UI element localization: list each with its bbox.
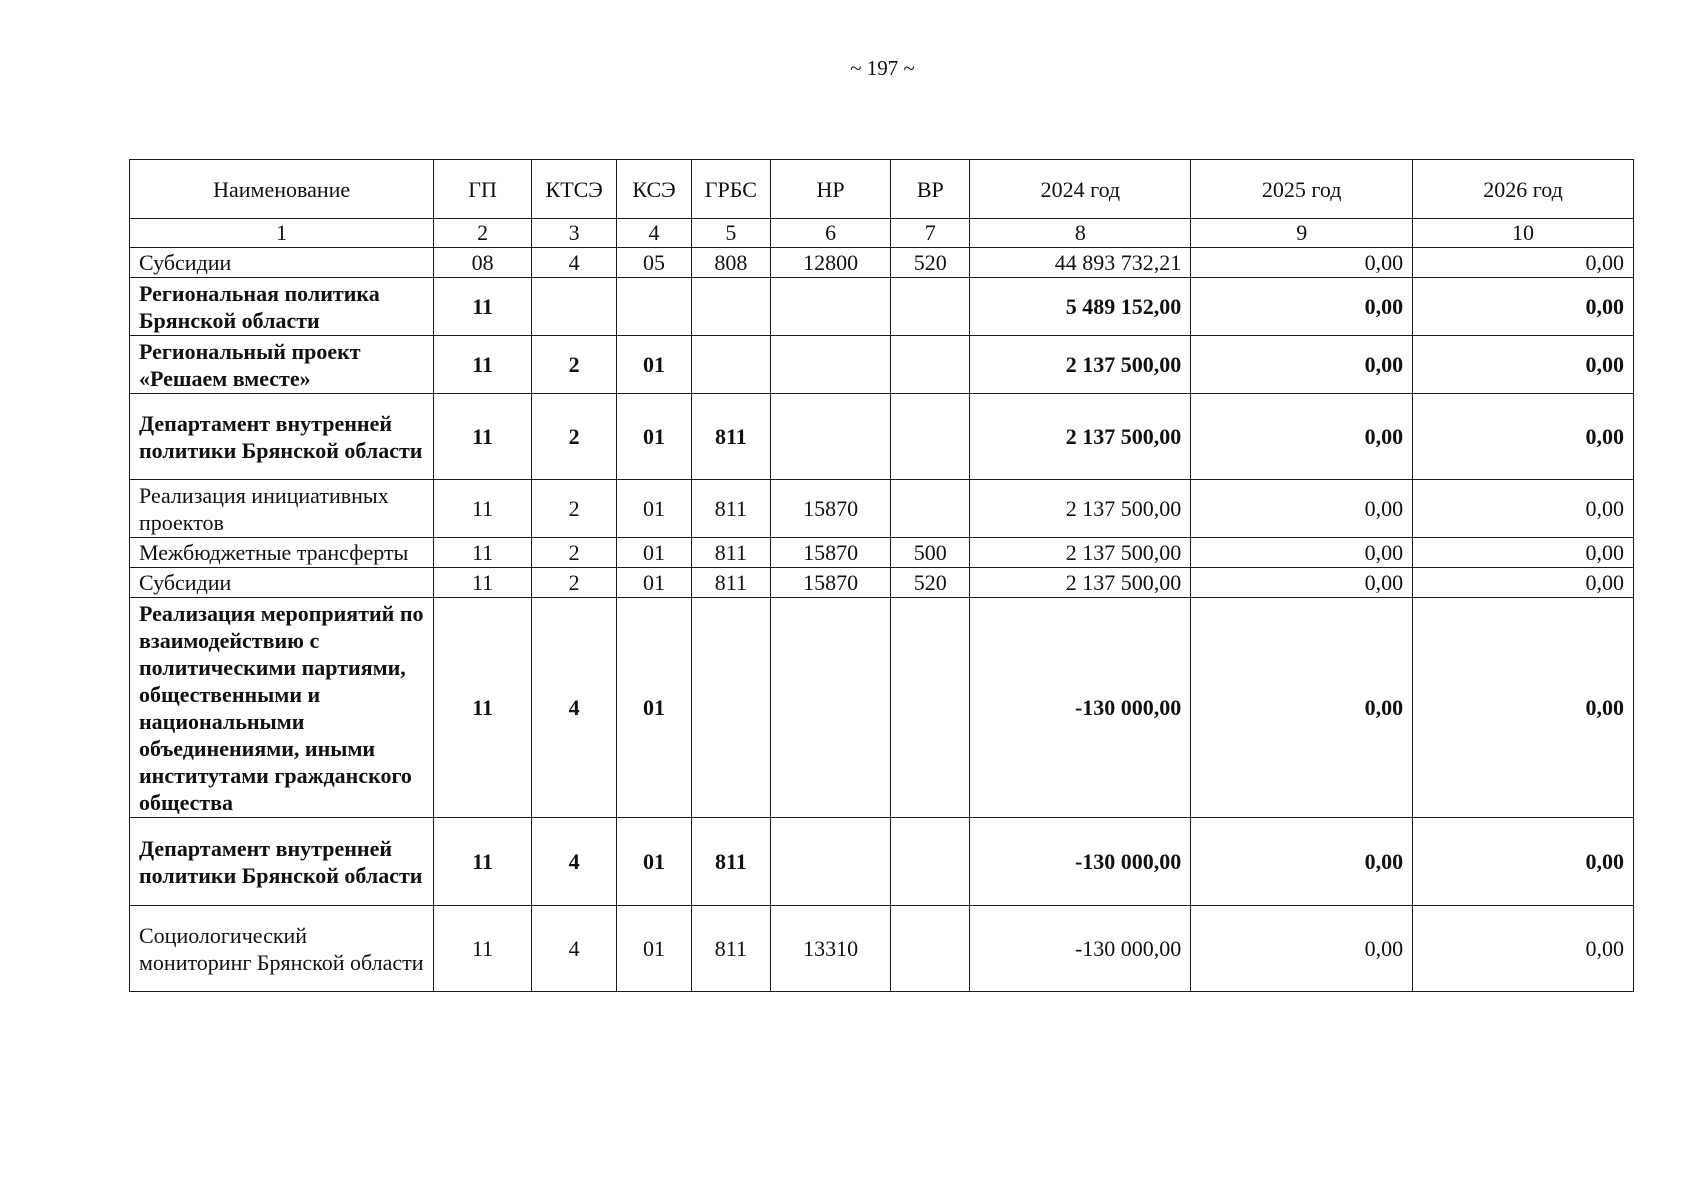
row-vr [891, 394, 970, 480]
row-gp: 08 [434, 248, 532, 278]
row-gp: 11 [434, 538, 532, 568]
row-gp: 11 [434, 906, 532, 992]
row-2026: 0,00 [1413, 394, 1634, 480]
row-kse: 01 [617, 818, 691, 906]
row-grbs [691, 598, 770, 818]
column-numbers-row [130, 219, 1634, 248]
row-2025: 0,00 [1191, 278, 1413, 336]
row-vr [891, 818, 970, 906]
row-2024: 2 137 500,00 [970, 538, 1191, 568]
header-cell-ktse: КТСЭ [531, 160, 616, 219]
table-row [130, 248, 1634, 278]
row-nr: 12800 [771, 248, 891, 278]
row-gp: 11 [434, 568, 532, 598]
row-kse: 01 [617, 394, 691, 480]
row-ktse: 4 [531, 818, 616, 906]
row-vr: 520 [891, 568, 970, 598]
row-name: Региональный проект «Решаем вместе» [130, 336, 434, 394]
row-nr [771, 278, 891, 336]
row-kse: 01 [617, 568, 691, 598]
row-name: Реализация инициативных проектов [130, 480, 434, 538]
row-ktse: 2 [531, 336, 616, 394]
row-nr [771, 336, 891, 394]
column-number: 4 [617, 219, 691, 248]
row-ktse: 4 [531, 598, 616, 818]
row-2025: 0,00 [1191, 906, 1413, 992]
row-2024: 2 137 500,00 [970, 336, 1191, 394]
row-kse: 01 [617, 336, 691, 394]
row-2025: 0,00 [1191, 394, 1413, 480]
row-ktse: 4 [531, 248, 616, 278]
header-cell-name: Наименование [130, 160, 434, 219]
page-number: ~ 197 ~ [850, 56, 915, 80]
table-row [130, 336, 1634, 394]
row-kse [617, 278, 691, 336]
row-gp: 11 [434, 818, 532, 906]
header-cell-vr: ВР [891, 160, 970, 219]
row-vr [891, 336, 970, 394]
row-nr: 13310 [771, 906, 891, 992]
header-cell-gp: ГП [434, 160, 532, 219]
header-cell-grbs: ГРБС [691, 160, 770, 219]
column-number: 10 [1413, 219, 1634, 248]
table-row [130, 538, 1634, 568]
row-vr: 520 [891, 248, 970, 278]
row-kse: 01 [617, 480, 691, 538]
row-2024: 2 137 500,00 [970, 568, 1191, 598]
row-2024: -130 000,00 [970, 906, 1191, 992]
row-name: Субсидии [130, 568, 434, 598]
row-2026: 0,00 [1413, 538, 1634, 568]
row-2026: 0,00 [1413, 818, 1634, 906]
row-2024: 2 137 500,00 [970, 394, 1191, 480]
row-name: Департамент внутренней политики Брянской области [130, 818, 434, 906]
row-name: Реализация мероприятий по взаимодействию с политическими партиями, общественными и национальными объединениями, иными институтами гражданского общества [130, 598, 434, 818]
row-grbs [691, 278, 770, 336]
column-number: 7 [891, 219, 970, 248]
column-number: 2 [434, 219, 532, 248]
row-2026: 0,00 [1413, 906, 1634, 992]
row-2025: 0,00 [1191, 598, 1413, 818]
row-kse: 01 [617, 906, 691, 992]
row-ktse: 2 [531, 480, 616, 538]
row-name: Департамент внутренней политики Брянской области [130, 394, 434, 480]
header-cell-2025: 2025 год [1191, 160, 1413, 219]
row-2025: 0,00 [1191, 336, 1413, 394]
column-number: 6 [771, 219, 891, 248]
row-grbs: 811 [691, 538, 770, 568]
row-2025: 0,00 [1191, 538, 1413, 568]
row-ktse: 4 [531, 906, 616, 992]
row-nr: 15870 [771, 480, 891, 538]
row-name: Межбюджетные трансферты [130, 538, 434, 568]
row-2025: 0,00 [1191, 480, 1413, 538]
row-vr [891, 598, 970, 818]
row-ktse: 2 [531, 568, 616, 598]
row-2025: 0,00 [1191, 818, 1413, 906]
row-vr [891, 906, 970, 992]
table-row [130, 598, 1634, 818]
row-ktse: 2 [531, 394, 616, 480]
table-row [130, 906, 1634, 992]
row-2026: 0,00 [1413, 278, 1634, 336]
row-2026: 0,00 [1413, 480, 1634, 538]
column-number: 1 [130, 219, 434, 248]
row-grbs: 811 [691, 394, 770, 480]
row-name: Региональная политика Брянской области [130, 278, 434, 336]
header-cell-nr: НР [771, 160, 891, 219]
row-nr [771, 818, 891, 906]
row-gp: 11 [434, 336, 532, 394]
row-nr: 15870 [771, 568, 891, 598]
header-cell-2026: 2026 год [1413, 160, 1634, 219]
table-row [130, 394, 1634, 480]
row-2024: -130 000,00 [970, 598, 1191, 818]
column-number: 8 [970, 219, 1191, 248]
row-vr [891, 480, 970, 538]
row-2026: 0,00 [1413, 248, 1634, 278]
row-kse: 01 [617, 598, 691, 818]
column-number: 9 [1191, 219, 1413, 248]
row-nr [771, 394, 891, 480]
row-kse: 01 [617, 538, 691, 568]
column-number: 5 [691, 219, 770, 248]
row-grbs: 811 [691, 818, 770, 906]
row-2025: 0,00 [1191, 568, 1413, 598]
row-grbs: 811 [691, 906, 770, 992]
row-kse: 05 [617, 248, 691, 278]
budget-table [129, 159, 1634, 992]
table-row [130, 480, 1634, 538]
table-row [130, 278, 1634, 336]
table-row [130, 568, 1634, 598]
header-cell-kse: КСЭ [617, 160, 691, 219]
row-grbs: 808 [691, 248, 770, 278]
row-ktse: 2 [531, 538, 616, 568]
header-cell-2024: 2024 год [970, 160, 1191, 219]
row-gp: 11 [434, 278, 532, 336]
row-ktse [531, 278, 616, 336]
row-2026: 0,00 [1413, 336, 1634, 394]
column-number: 3 [531, 219, 616, 248]
row-2024: 2 137 500,00 [970, 480, 1191, 538]
table-row [130, 818, 1634, 906]
row-gp: 11 [434, 394, 532, 480]
row-2024: -130 000,00 [970, 818, 1191, 906]
row-nr [771, 598, 891, 818]
row-name: Субсидии [130, 248, 434, 278]
row-2024: 5 489 152,00 [970, 278, 1191, 336]
row-2026: 0,00 [1413, 598, 1634, 818]
row-grbs [691, 336, 770, 394]
row-nr: 15870 [771, 538, 891, 568]
row-name: Социологический мониторинг Брянской области [130, 906, 434, 992]
row-2026: 0,00 [1413, 568, 1634, 598]
row-grbs: 811 [691, 568, 770, 598]
row-grbs: 811 [691, 480, 770, 538]
row-2025: 0,00 [1191, 248, 1413, 278]
row-vr: 500 [891, 538, 970, 568]
header-row [130, 160, 1634, 219]
row-gp: 11 [434, 480, 532, 538]
row-vr [891, 278, 970, 336]
row-gp: 11 [434, 598, 532, 818]
row-2024: 44 893 732,21 [970, 248, 1191, 278]
